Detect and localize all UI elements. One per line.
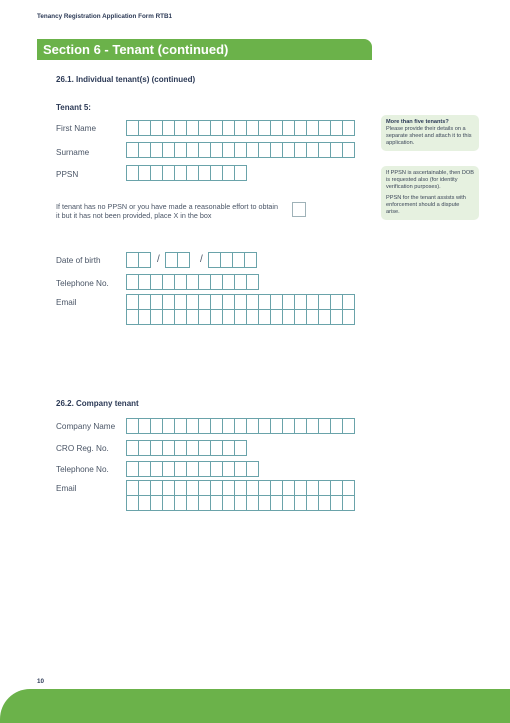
character-cell[interactable] [177, 252, 190, 268]
character-cell[interactable] [234, 165, 247, 181]
info-more-tenants [381, 115, 479, 151]
no-ppsn-text-line1: If tenant has no PPSN or you have made a reasonable effort to obtain [56, 202, 279, 211]
dob-separator: / [200, 254, 203, 265]
company-email-field-line1[interactable] [126, 480, 355, 496]
ppsn-label: PPSN [56, 170, 79, 179]
character-cell[interactable] [244, 252, 257, 268]
company-name-field[interactable] [126, 418, 355, 434]
company-telephone-field[interactable] [126, 461, 259, 477]
first-name-label: First Name [56, 124, 97, 133]
telephone-label: Telephone No. [56, 279, 109, 288]
footer-band [0, 689, 510, 723]
cro-field[interactable] [126, 440, 247, 456]
character-cell[interactable] [342, 495, 355, 511]
character-cell[interactable] [234, 440, 247, 456]
surname-field[interactable] [126, 142, 355, 158]
surname-label: Surname [56, 148, 90, 157]
company-name-label: Company Name [56, 422, 116, 431]
section-title: Section 6 - Tenant (continued) [43, 42, 229, 57]
character-cell[interactable] [138, 252, 151, 268]
individual-tenant-heading: 26.1. Individual tenant(s) (continued) [56, 75, 196, 84]
company-tenant-heading: 26.2. Company tenant [56, 399, 139, 408]
character-cell[interactable] [342, 480, 355, 496]
info-ppsn-note-2: PPSN for the tenant assists with enforcement should a dispute arise. [386, 195, 466, 215]
info-more-tenants-text: Please provide their details on a separate sheet and attach it to this application. [386, 126, 472, 146]
email-field-line1[interactable] [126, 294, 355, 310]
email-label: Email [56, 298, 77, 307]
dob-label: Date of birth [56, 256, 101, 265]
character-cell[interactable] [246, 461, 259, 477]
cro-label: CRO Reg. No. [56, 444, 109, 453]
character-cell[interactable] [342, 309, 355, 325]
first-name-field[interactable] [126, 120, 355, 136]
company-email-label: Email [56, 484, 77, 493]
dob-day-field[interactable] [126, 252, 151, 268]
ppsn-field[interactable] [126, 165, 247, 181]
character-cell[interactable] [342, 142, 355, 158]
info-more-tenants-title: More than five tenants? [386, 119, 449, 125]
character-cell[interactable] [342, 418, 355, 434]
dob-year-field[interactable] [208, 252, 257, 268]
info-ppsn-note-1: If PPSN is ascertainable, then DOB is requested also (for identity verification purposes). [386, 170, 474, 190]
section-header [37, 39, 372, 60]
company-email-field-line2[interactable] [126, 495, 355, 511]
page-number: 10 [37, 678, 45, 685]
info-ppsn [381, 166, 479, 220]
no-ppsn-text-line2: it but it has not been provided, place X in the box [56, 211, 212, 220]
email-field-line2[interactable] [126, 309, 355, 325]
character-cell[interactable] [342, 294, 355, 310]
tenant-5-heading: Tenant 5: [56, 103, 91, 112]
dob-separator: / [157, 254, 160, 265]
no-ppsn-checkbox[interactable] [292, 202, 306, 217]
telephone-field[interactable] [126, 274, 259, 290]
company-telephone-label: Telephone No. [56, 465, 109, 474]
form-title: Tenancy Registration Application Form RTB1 [37, 13, 173, 20]
character-cell[interactable] [342, 120, 355, 136]
dob-month-field[interactable] [165, 252, 190, 268]
character-cell[interactable] [246, 274, 259, 290]
